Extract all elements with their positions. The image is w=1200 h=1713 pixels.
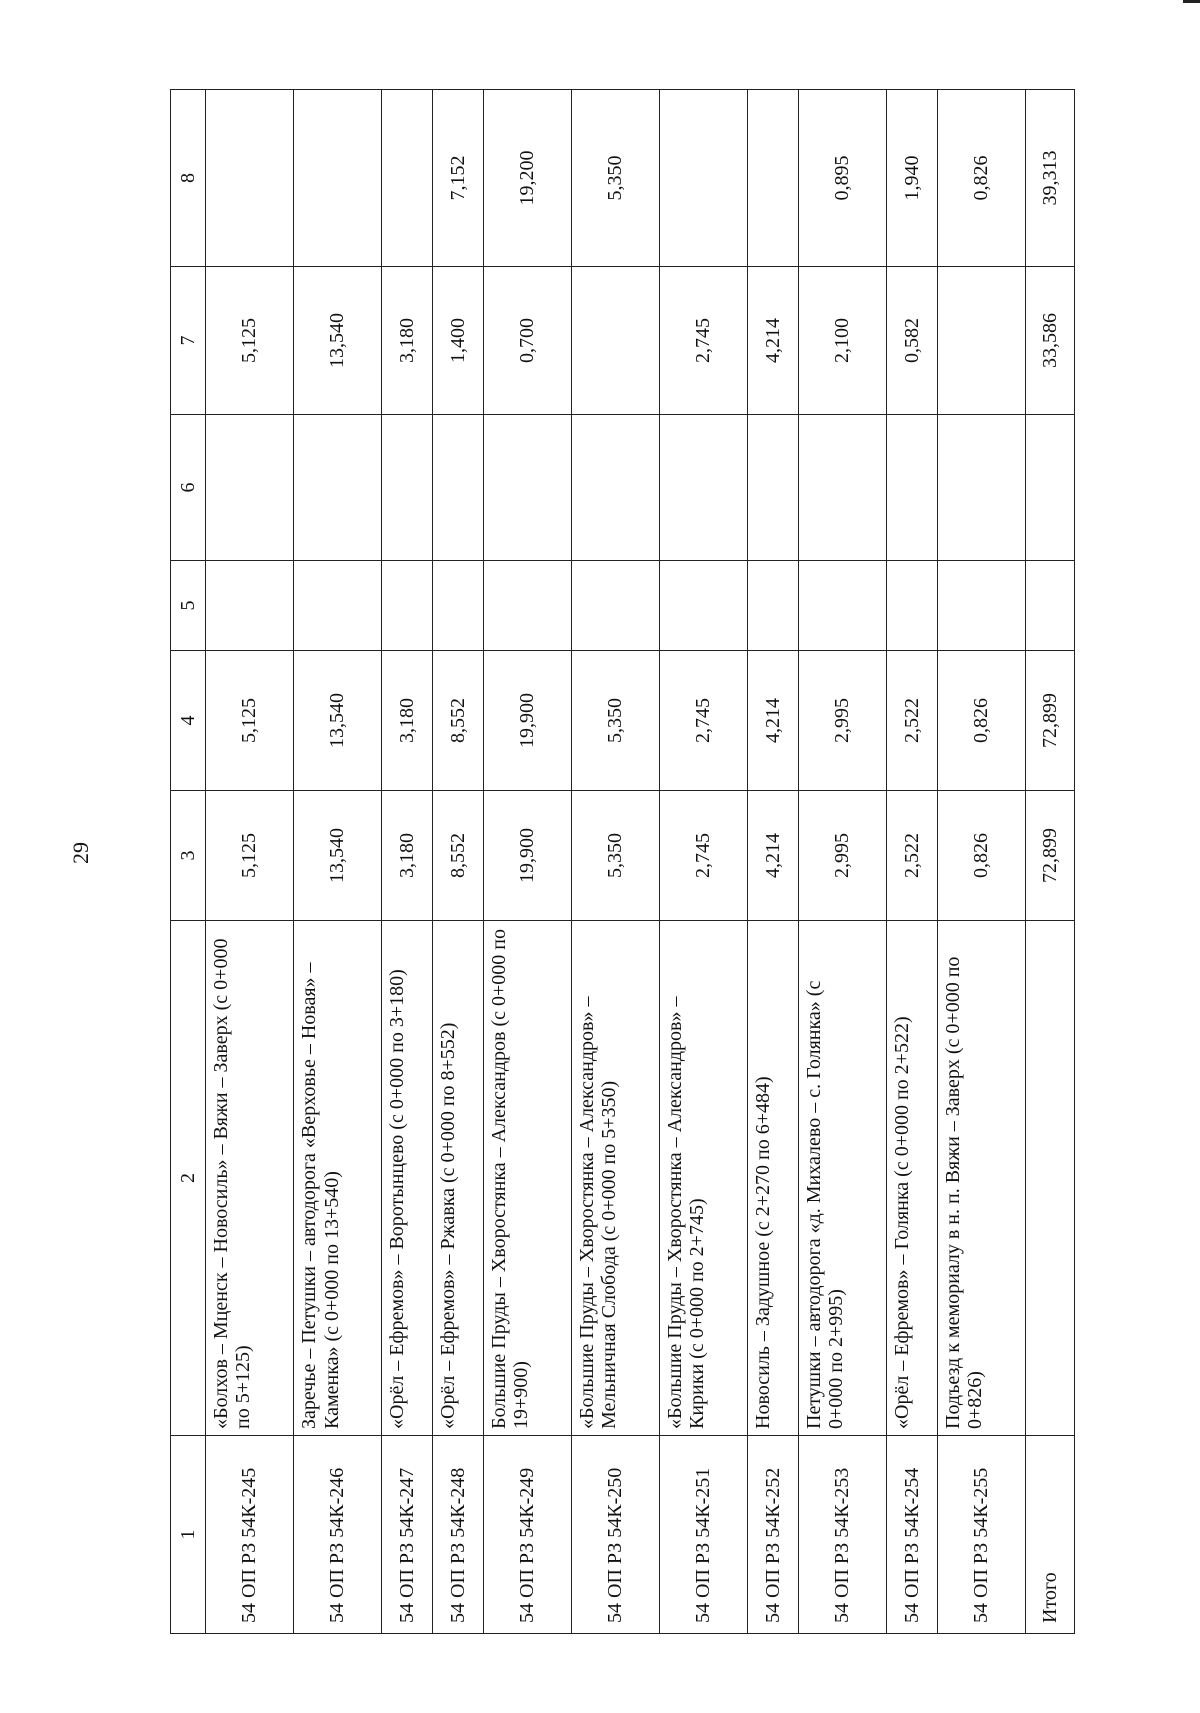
page-number: 29: [68, 842, 93, 864]
column-header: 8: [171, 90, 206, 267]
scan-corner-mark: [1183, 0, 1200, 3]
road-code-cell: 54 ОП РЗ 54К-252: [748, 1436, 799, 1634]
empty-cell: [1025, 921, 1074, 1436]
road-name-cell: «Орёл – Ефремов» – Ржавка (с 0+000 по 8+552): [432, 921, 483, 1436]
value-cell: 1,940: [886, 90, 937, 267]
table-row: [937, 90, 1025, 1634]
value-cell: [294, 90, 382, 267]
value-cell: 5,350: [571, 90, 659, 267]
value-cell: 2,995: [798, 651, 886, 791]
table-row: [382, 90, 433, 1634]
total-label-cell: Итого: [1025, 1436, 1074, 1634]
value-cell: 5,350: [571, 791, 659, 921]
value-cell: [886, 561, 937, 651]
value-cell: 2,745: [659, 651, 747, 791]
value-cell: [659, 561, 747, 651]
road-name-cell: «Болхов – Мценск – Новосиль» – Вяжи – Заверх (с 0+000 по 5+125): [206, 921, 294, 1436]
value-cell: 5,125: [206, 791, 294, 921]
total-value-cell: [1025, 415, 1074, 561]
table-row: [659, 90, 747, 1634]
table-body: [206, 90, 1075, 1634]
road-name-cell: «Орёл – Ефремов» – Воротынцево (с 0+000 по 3+180): [382, 921, 433, 1436]
value-cell: [206, 415, 294, 561]
value-cell: [886, 415, 937, 561]
value-cell: 0,700: [483, 267, 571, 415]
value-cell: [748, 415, 799, 561]
value-cell: [571, 267, 659, 415]
value-cell: 3,180: [382, 267, 433, 415]
value-cell: 3,180: [382, 791, 433, 921]
value-cell: 4,214: [748, 651, 799, 791]
value-cell: [937, 561, 1025, 651]
value-cell: [659, 90, 747, 267]
value-cell: [748, 561, 799, 651]
column-header: 1: [171, 1436, 206, 1634]
value-cell: [483, 561, 571, 651]
value-cell: 13,540: [294, 267, 382, 415]
value-cell: 13,540: [294, 651, 382, 791]
road-code-cell: 54 ОП РЗ 54К-246: [294, 1436, 382, 1634]
roads-table: [170, 89, 1075, 1634]
value-cell: [748, 90, 799, 267]
value-cell: [206, 561, 294, 651]
value-cell: [206, 90, 294, 267]
value-cell: 3,180: [382, 651, 433, 791]
table-row: [798, 90, 886, 1634]
value-cell: [659, 415, 747, 561]
value-cell: 2,745: [659, 791, 747, 921]
value-cell: 0,582: [886, 267, 937, 415]
value-cell: 4,214: [748, 267, 799, 415]
road-name-cell: «Большие Пруды – Хворостянка – Александров» – Мельничная Слобода (с 0+000 по 5+350): [571, 921, 659, 1436]
total-value-cell: 39,313: [1025, 90, 1074, 267]
table-row: [294, 90, 382, 1634]
column-header: 5: [171, 561, 206, 651]
column-header: 6: [171, 415, 206, 561]
road-name-cell: Подъезд к мемориалу в н. п. Вяжи – Заверх (с 0+000 по 0+826): [937, 921, 1025, 1436]
value-cell: [294, 561, 382, 651]
value-cell: [937, 267, 1025, 415]
table-row: [886, 90, 937, 1634]
column-header: 2: [171, 921, 206, 1436]
road-code-cell: 54 ОП РЗ 54К-248: [432, 1436, 483, 1634]
value-cell: 0,826: [937, 791, 1025, 921]
value-cell: 19,900: [483, 651, 571, 791]
header-row: [171, 90, 206, 1634]
value-cell: 19,900: [483, 791, 571, 921]
column-header: 7: [171, 267, 206, 415]
road-name-cell: Петушки – автодорога «д. Михалево – с. Голянка» (с 0+000 по 2+995): [798, 921, 886, 1436]
value-cell: 8,552: [432, 791, 483, 921]
road-code-cell: 54 ОП РЗ 54К-249: [483, 1436, 571, 1634]
value-cell: [571, 415, 659, 561]
value-cell: [294, 415, 382, 561]
value-cell: 7,152: [432, 90, 483, 267]
road-code-cell: 54 ОП РЗ 54К-255: [937, 1436, 1025, 1634]
value-cell: 2,522: [886, 651, 937, 791]
value-cell: [382, 561, 433, 651]
total-value-cell: 72,899: [1025, 651, 1074, 791]
table-row: [748, 90, 799, 1634]
value-cell: [571, 561, 659, 651]
value-cell: 0,826: [937, 651, 1025, 791]
road-name-cell: Заречье – Петушки – автодорога «Верховье – Новая» – Каменка» (с 0+000 по 13+540): [294, 921, 382, 1436]
value-cell: [432, 561, 483, 651]
value-cell: [798, 561, 886, 651]
road-name-cell: «Орёл – Ефремов» – Голянка (с 0+000 по 2+522): [886, 921, 937, 1436]
value-cell: [937, 415, 1025, 561]
road-code-cell: 54 ОП РЗ 54К-251: [659, 1436, 747, 1634]
value-cell: 0,826: [937, 90, 1025, 267]
road-code-cell: 54 ОП РЗ 54К-253: [798, 1436, 886, 1634]
value-cell: 2,522: [886, 791, 937, 921]
value-cell: 1,400: [432, 267, 483, 415]
value-cell: [798, 415, 886, 561]
value-cell: [432, 415, 483, 561]
value-cell: [483, 415, 571, 561]
total-value-cell: [1025, 561, 1074, 651]
road-code-cell: 54 ОП РЗ 54К-254: [886, 1436, 937, 1634]
value-cell: 19,200: [483, 90, 571, 267]
total-row: [1025, 90, 1074, 1634]
column-header: 3: [171, 791, 206, 921]
value-cell: 4,214: [748, 791, 799, 921]
roads-table-container: [170, 90, 1075, 1634]
value-cell: 13,540: [294, 791, 382, 921]
value-cell: 5,125: [206, 267, 294, 415]
value-cell: 0,895: [798, 90, 886, 267]
road-code-cell: 54 ОП РЗ 54К-247: [382, 1436, 433, 1634]
value-cell: [382, 415, 433, 561]
table-row: [571, 90, 659, 1634]
value-cell: 2,745: [659, 267, 747, 415]
total-value-cell: 33,586: [1025, 267, 1074, 415]
road-name-cell: Большие Пруды – Хворостянка – Александров (с 0+000 по 19+900): [483, 921, 571, 1436]
value-cell: [382, 90, 433, 267]
road-code-cell: 54 ОП РЗ 54К-250: [571, 1436, 659, 1634]
value-cell: 8,552: [432, 651, 483, 791]
value-cell: 2,100: [798, 267, 886, 415]
value-cell: 5,350: [571, 651, 659, 791]
value-cell: 2,995: [798, 791, 886, 921]
road-code-cell: 54 ОП РЗ 54К-245: [206, 1436, 294, 1634]
table-row: [432, 90, 483, 1634]
total-value-cell: 72,899: [1025, 791, 1074, 921]
column-header: 4: [171, 651, 206, 791]
road-name-cell: Новосиль – Задушное (с 2+270 по 6+484): [748, 921, 799, 1436]
road-name-cell: «Большие Пруды – Хворостянка – Александров» – Кирики (с 0+000 по 2+745): [659, 921, 747, 1436]
table-row: [206, 90, 294, 1634]
table-row: [483, 90, 571, 1634]
value-cell: 5,125: [206, 651, 294, 791]
